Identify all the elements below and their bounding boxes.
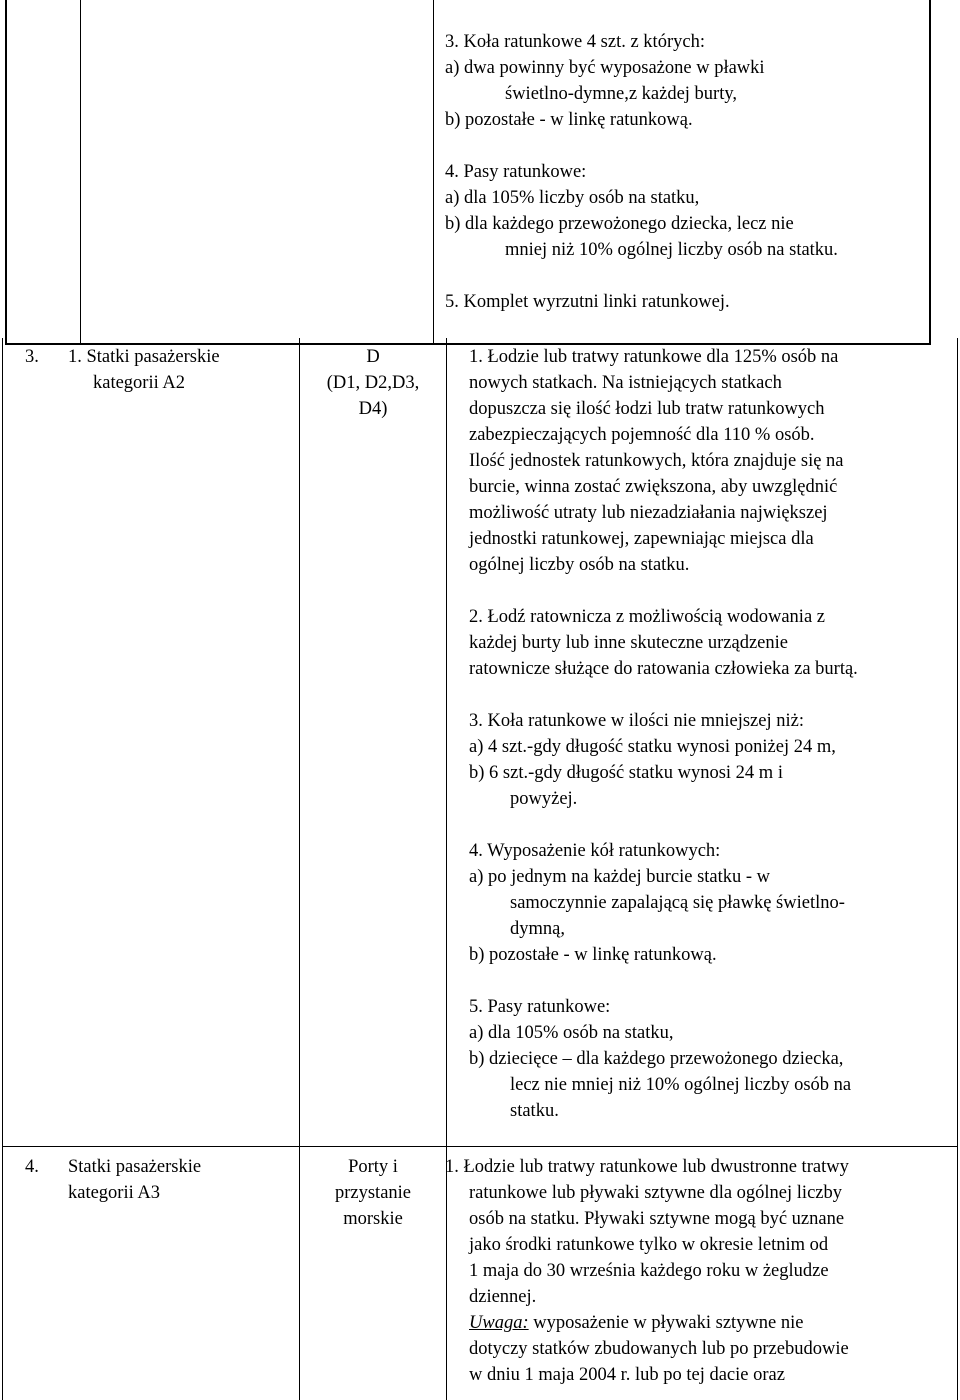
row-separator xyxy=(2,1146,958,1147)
text-line: 3. Koła ratunkowe w ilości nie mniejszej niż: xyxy=(469,711,804,731)
text-line: 5. Pasy ratunkowe: xyxy=(469,997,611,1017)
text-line: statku. xyxy=(510,1101,559,1121)
text-line: Ilość jednostek ratunkowych, która znajduje się na xyxy=(469,451,844,471)
text-line: a) 4 szt.-gdy długość statku wynosi poniżej 24 m, xyxy=(469,737,836,757)
zone-line1: D xyxy=(366,347,380,367)
lifebuoy-item-title: 3. Koła ratunkowe 4 szt. z których: xyxy=(445,32,705,52)
text-line: osób na statku. Pływaki sztywne mogą być uznane xyxy=(469,1209,845,1229)
row-number: 4. xyxy=(25,1157,39,1177)
text-line: 4. Wyposażenie kół ratunkowych: xyxy=(469,841,721,861)
text-line: b) 6 szt.-gdy długość statku wynosi 24 m i xyxy=(469,763,783,783)
text-line: b) dziecięce – dla każdego przewożonego dziecka, xyxy=(469,1049,844,1069)
zone-line3: morskie xyxy=(343,1209,403,1229)
table-col-border-2 xyxy=(446,338,447,1400)
zone-line2: przystanie xyxy=(334,1183,412,1203)
lifebuoy-item-a-line2: świetlno-dymne,z każdej burty, xyxy=(505,84,738,104)
text-line: jako środki ratunkowe tylko w okresie letnim od xyxy=(469,1235,829,1255)
text-line: samoczynnie zapalającą się pławkę świetlno- xyxy=(510,893,845,913)
text-line: 1. Łodzie lub tratwy ratunkowe dla 125% osób na xyxy=(469,347,839,367)
lifejacket-item-b-line1: b) dla każdego przewożonego dziecka, lecz nie xyxy=(445,214,794,234)
text-line: dymną, xyxy=(510,919,565,939)
text-line: ratunkowe lub pływaki sztywne dla ogólnej liczby xyxy=(469,1183,842,1203)
category-name-line1: 1. Statki pasażerskie xyxy=(68,347,220,367)
text-line: zabezpieczających pojemność dla 110 % osób. xyxy=(469,425,815,445)
text-line: dziennej. xyxy=(469,1287,537,1307)
lifejacket-item-a: a) dla 105% liczby osób na statku, xyxy=(445,188,700,208)
lifebuoy-item-a-line1: a) dwa powinny być wyposażone w pławki xyxy=(445,58,765,78)
text-line: a) po jednym na każdej burcie statku - w xyxy=(469,867,771,887)
text-line: w dniu 1 maja 2004 r. lub po tej dacie oraz xyxy=(469,1365,785,1385)
lifejacket-item-b-line2: mniej niż 10% ogólnej liczby osób na statku. xyxy=(505,240,838,260)
text-line: 1. Łodzie lub tratwy ratunkowe lub dwustronne tratwy xyxy=(445,1157,849,1177)
text-line: b) pozostałe - w linkę ratunkową. xyxy=(469,945,717,965)
lifejacket-item-title: 4. Pasy ratunkowe: xyxy=(445,162,587,182)
text-line: ratownicze służące do ratowania człowieka za burtą. xyxy=(469,659,858,679)
text-line: 1 maja do 30 września każdego roku w żegludze xyxy=(469,1261,829,1281)
table-col-border-1 xyxy=(299,338,300,1400)
top-table-right-border xyxy=(929,0,931,345)
text-line: a) dla 105% osób na statku, xyxy=(469,1023,674,1043)
text-line: możliwość utraty lub niezadziałania największej xyxy=(469,503,828,523)
text-line: nowych statkach. Na istniejących statkach xyxy=(469,373,782,393)
category-name-line2: kategorii A2 xyxy=(93,373,185,393)
text-line: dotyczy statków zbudowanych lub po przebudowie xyxy=(469,1339,849,1359)
text-line: powyżej. xyxy=(510,789,578,809)
category-name-line1: Statki pasażerskie xyxy=(68,1157,202,1177)
text-line: ogólnej liczby osób na statku. xyxy=(469,555,690,575)
lifebuoy-item-b: b) pozostałe - w linkę ratunkową. xyxy=(445,110,693,130)
zone-line1: Porty i xyxy=(348,1157,398,1177)
top-table-col1-border xyxy=(80,0,81,345)
text-line: każdej burty lub inne skuteczne urządzenie xyxy=(469,633,788,653)
row-number: 3. xyxy=(25,347,39,367)
note-line xyxy=(469,1310,803,1336)
note-text: wyposażenie w pływaki sztywne nie xyxy=(528,1313,804,1333)
text-line: lecz nie mniej niż 10% ogólnej liczby osób na xyxy=(510,1075,852,1095)
note-label: Uwaga: xyxy=(469,1313,529,1333)
table-left-border xyxy=(2,338,3,1400)
text-line: 2. Łodź ratownicza z możliwością wodowania z xyxy=(469,607,825,627)
zone-line2: (D1, D2,D3, xyxy=(326,373,420,393)
category-name-line2: kategorii A3 xyxy=(68,1183,160,1203)
text-line: dopuszcza się ilość łodzi lub tratw ratunkowych xyxy=(469,399,825,419)
line-thrower-item: 5. Komplet wyrzutni linki ratunkowej. xyxy=(445,292,730,312)
text-line: burcie, winna zostać zwiększona, aby uwzględnić xyxy=(469,477,838,497)
text-line: jednostki ratunkowej, zapewniając miejsca dla xyxy=(469,529,814,549)
top-table-left-border xyxy=(5,0,7,345)
zone-line3: D4) xyxy=(358,399,388,419)
table-right-border xyxy=(957,338,958,1400)
top-table-col3-border xyxy=(433,0,434,345)
